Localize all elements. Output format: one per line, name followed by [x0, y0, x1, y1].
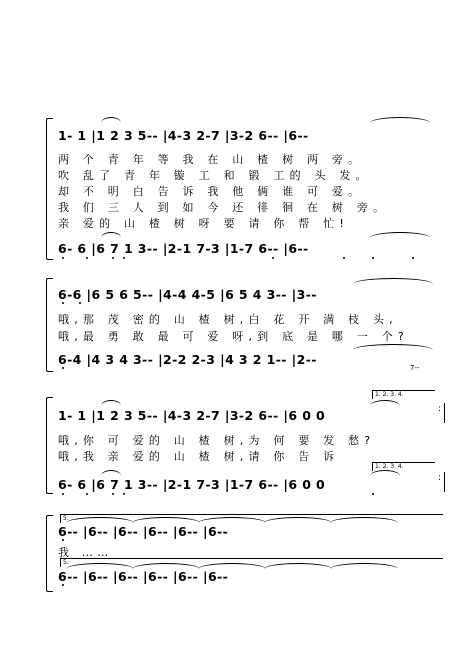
system-brace — [46, 118, 53, 260]
tie — [66, 517, 134, 523]
system-brace — [46, 278, 53, 372]
volta-bracket: 5. — [60, 514, 443, 523]
bass-line-3: 6- 6 |6 7 1 3-- |2-1 7-3 |1-7 6-- |6 0 0 — [58, 477, 326, 492]
melody-line-2: 6-6 |6 5 6 5-- |4-4 4-5 |6 5 4 3-- |3-- — [58, 287, 317, 302]
low-octave-dot — [412, 257, 414, 259]
tie — [370, 232, 430, 238]
tie — [264, 517, 332, 523]
lyric-line: 哦,最 勇 敢 最 可 爱 呀,到 底 是 哪 一 个? — [58, 330, 409, 343]
lyric-line: 吹 乱了 青 年 镟 工 和 锻 工的 头 发。 — [58, 169, 372, 182]
repeat-barline — [444, 403, 449, 423]
lyric-line: 亲 爱的 山 楂 树 呀 要 请 你 帮 忙! — [58, 217, 349, 230]
lyric-line: 我 们 三 人 到 如 今 还 徘 徊 在 树 旁。 — [58, 201, 390, 214]
tie — [370, 400, 400, 406]
tie — [101, 470, 121, 476]
lyric-line: 两 个 青 年 等 我 在 山 楂 树 两 旁。 — [58, 153, 365, 166]
tie — [330, 517, 398, 523]
low-octave-dot — [62, 539, 64, 541]
low-octave-dot — [372, 493, 374, 495]
repeat-barline — [444, 472, 449, 492]
volta-bracket: 1. 2. 3. 4. — [372, 390, 435, 399]
lyric-line: 哦,你 可 爱的 山 楂 树,为 何 要 发 愁? — [58, 434, 376, 447]
low-octave-dot — [112, 493, 114, 495]
volta-bracket: 5. — [60, 558, 443, 567]
lyric-line: 我 …… — [58, 546, 113, 559]
low-octave-dot — [62, 257, 64, 259]
tie — [101, 400, 121, 406]
low-octave-dot — [112, 257, 114, 259]
tie — [132, 517, 200, 523]
bass-lower-voice: 7-- — [410, 364, 420, 372]
bass-line-2: 6-4 |4 3 4 3-- |2-2 2-3 |4 3 2 1-- |2-- — [58, 352, 317, 367]
bass-line-1: 6- 6 |6 7 1 3-- |2-1 7-3 |1-7 6-- |6-- — [58, 241, 309, 256]
tie — [353, 278, 433, 284]
low-octave-dot — [62, 367, 64, 369]
melody-line-1: 1- 1 |1 2 3 5-- |4-3 2-7 |3-2 6-- |6-- — [58, 128, 309, 143]
tie — [101, 232, 121, 238]
melody-line-3: 1- 1 |1 2 3 5-- |4-3 2-7 |3-2 6-- |6 0 0 — [58, 408, 326, 423]
tie — [353, 344, 433, 350]
low-octave-dot — [343, 257, 345, 259]
low-octave-dot — [86, 493, 88, 495]
low-octave-dot — [62, 584, 64, 586]
tie — [370, 470, 400, 476]
low-octave-dot — [79, 302, 81, 304]
volta-bracket: 1. 2. 3. 4. — [372, 462, 435, 471]
tie — [101, 117, 121, 123]
low-octave-dot — [62, 302, 64, 304]
low-octave-dot — [123, 493, 125, 495]
low-octave-dot — [372, 257, 374, 259]
tie — [370, 117, 430, 123]
repeat-dots: : — [438, 473, 442, 483]
repeat-dots: : — [438, 404, 442, 414]
low-octave-dot — [86, 257, 88, 259]
low-octave-dot — [272, 257, 274, 259]
bass-line-4: 6-- |6-- |6-- |6-- |6-- |6-- — [58, 569, 229, 584]
lyric-line: 哦,我 亲 爱的 山 楂 树,请 你 告 诉 — [58, 450, 340, 463]
low-octave-dot — [62, 493, 64, 495]
lyric-line: 却 不 明 白 告 诉 我 他 俩 谁 可 爱。 — [58, 185, 365, 198]
system-brace — [46, 515, 53, 592]
tie — [198, 517, 266, 523]
melody-line-4: 6-- |6-- |6-- |6-- |6-- |6-- — [58, 524, 229, 539]
system-brace — [46, 397, 53, 494]
low-octave-dot — [123, 257, 125, 259]
lyric-line: 哦,那 茂 密的 山 楂 树,白 花 开 满 枝 头, — [58, 313, 398, 326]
